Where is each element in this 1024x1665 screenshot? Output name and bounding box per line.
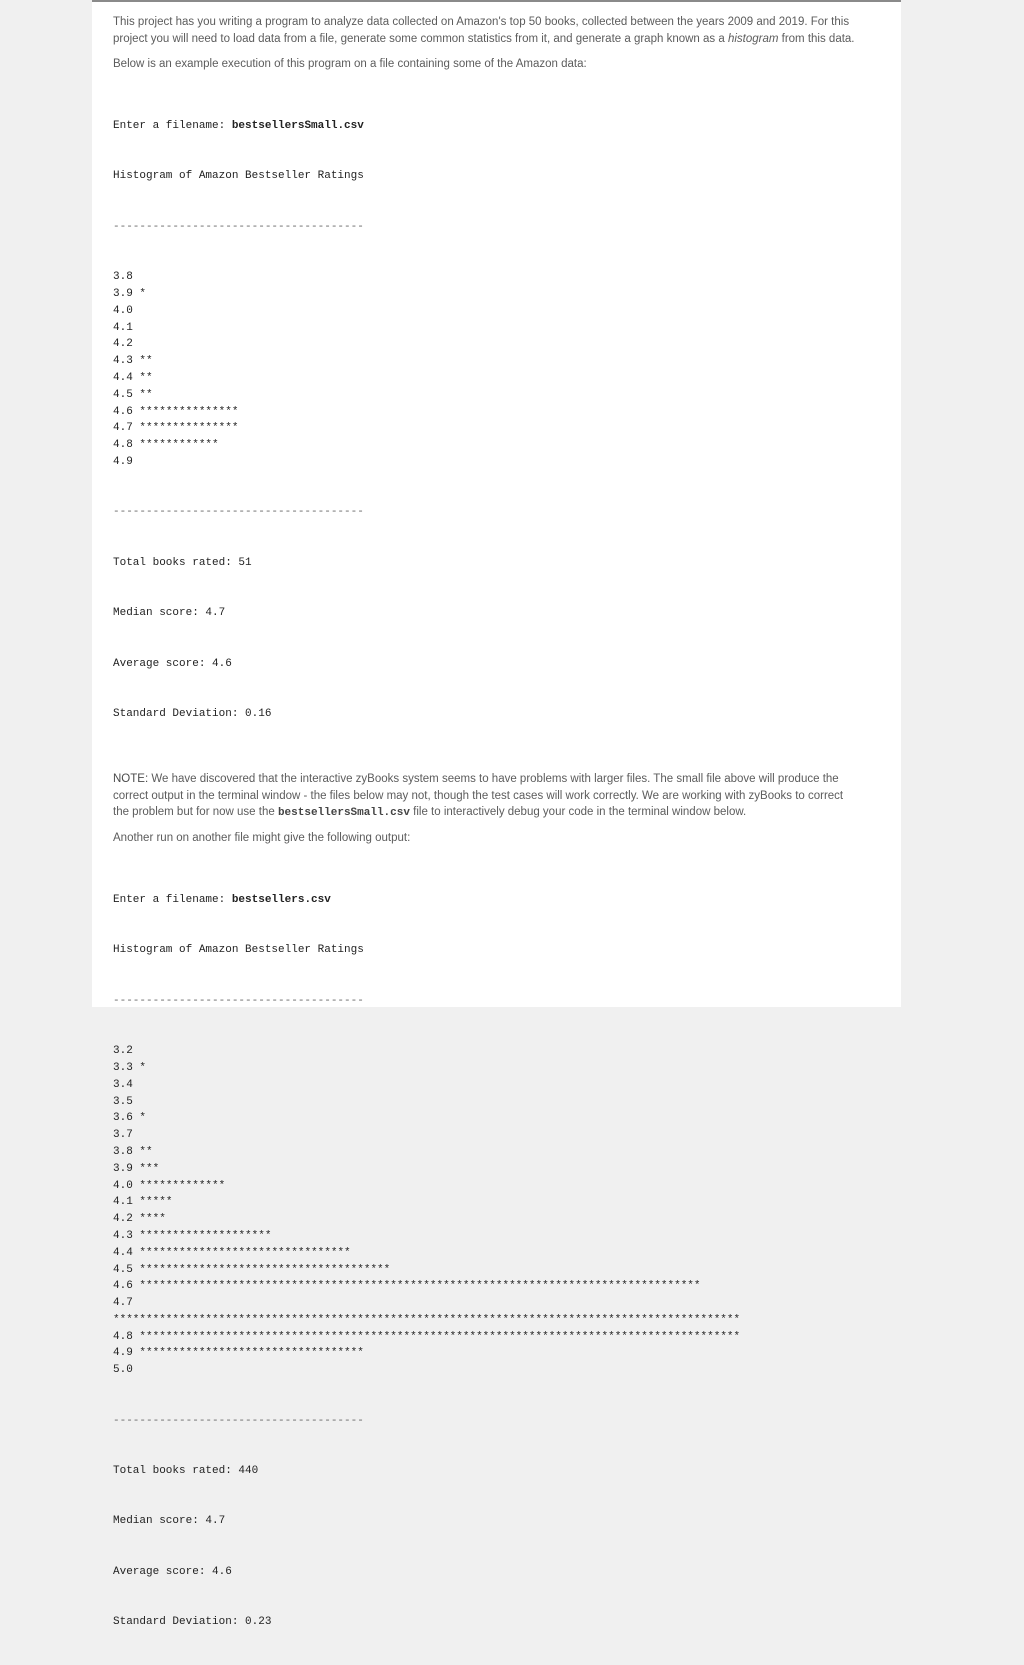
histogram-row-label: 5.0 — [113, 1364, 133, 1377]
run1-heading: Histogram of Amazon Bestseller Ratings — [113, 170, 364, 183]
run2-output — [113, 858, 858, 1664]
histogram-row-label: 4.4 — [113, 1246, 133, 1259]
histogram-row — [113, 320, 858, 337]
another-run-text: Another run on another file might give the following output: — [113, 831, 411, 844]
run2-stat-median: Median score: 4.7 — [113, 1515, 226, 1528]
histogram-row — [113, 1077, 858, 1094]
histogram-row-stars: ********************************** — [139, 1347, 364, 1360]
histogram-row-label: 4.6 — [113, 1280, 133, 1293]
document-page — [92, 0, 901, 1629]
histogram-row — [113, 1043, 858, 1060]
histogram-row-label: 4.8 — [113, 439, 133, 452]
histogram-row — [113, 1262, 858, 1279]
histogram-row-label: 3.4 — [113, 1078, 133, 1091]
histogram-row — [113, 1060, 858, 1077]
run1-stat-stddev: Standard Deviation: 0.16 — [113, 707, 272, 720]
run1-stat-total: Total books rated: 51 — [113, 556, 252, 569]
histogram-row-label: 3.8 — [113, 271, 133, 284]
histogram-row — [113, 1228, 858, 1245]
histogram-row — [113, 1110, 858, 1127]
intro-text: This project has you writing a program to analyze data collected on Amazon's top 50 books, collected between the years 2009 and 2019. For this project you will need to load data from a file, generate some common statistics from it, and generate a graph known as a — [113, 16, 850, 45]
histogram-row — [113, 269, 858, 286]
run2-separator-bottom: -------------------------------------- — [113, 1414, 364, 1427]
intro-text-end: from this data. — [778, 32, 855, 45]
histogram-row-stars: * — [139, 1061, 147, 1074]
note-code: bestsellersSmall.csv — [277, 807, 410, 820]
histogram-term: histogram — [727, 32, 779, 45]
histogram-row-stars: *********************************************************************************************** — [113, 1313, 741, 1326]
histogram-row — [113, 1127, 858, 1144]
histogram-row — [113, 1211, 858, 1228]
histogram-row-label: 4.1 — [113, 1196, 133, 1209]
histogram-row-label: 4.2 — [113, 1213, 133, 1226]
run1-filename: bestsellersSmall.csv — [231, 120, 364, 133]
example-intro: Below is an example execution of this program on a file containing some of the Amazon data: — [113, 58, 587, 70]
run1-histogram — [113, 269, 858, 471]
histogram-row-label: 4.0 — [113, 1179, 133, 1192]
histogram-row-stars: ************* — [139, 1179, 226, 1192]
histogram-row-label: 3.7 — [113, 1129, 133, 1142]
histogram-row-stars: *************** — [139, 405, 239, 418]
histogram-row-stars: ** — [139, 388, 153, 401]
run1-separator-bottom: -------------------------------------- — [113, 506, 364, 519]
histogram-row-label: 4.2 — [113, 338, 133, 351]
note-text: We have discovered that the interactive zyBooks system seems to have problems with larger files. The small file above will produce the correct output in the terminal window - the files below may not, though the test cases will work correctly. We are working with zyBooks to correct the problem but for now use the — [113, 773, 844, 819]
histogram-row — [113, 454, 858, 471]
run2-separator-top: -------------------------------------- — [113, 994, 364, 1007]
histogram-row-label: 4.3 — [113, 1229, 133, 1242]
histogram-row-stars: ******************************** — [139, 1246, 351, 1259]
histogram-row — [113, 353, 858, 370]
histogram-row — [113, 336, 858, 353]
histogram-row-label: 3.9 — [113, 1162, 133, 1175]
histogram-row-label: 4.5 — [113, 388, 133, 401]
run2-histogram — [113, 1043, 858, 1379]
histogram-row-label: 4.1 — [113, 321, 133, 334]
histogram-row-stars: ** — [139, 1145, 153, 1158]
run1-separator-top: -------------------------------------- — [113, 220, 364, 233]
histogram-row-label: 3.6 — [113, 1112, 133, 1125]
intro-paragraph — [113, 14, 858, 47]
run2-heading: Histogram of Amazon Bestseller Ratings — [113, 944, 364, 957]
histogram-row — [113, 1144, 858, 1161]
histogram-row — [113, 1178, 858, 1195]
histogram-row-label: 4.3 — [113, 355, 133, 368]
histogram-row-stars: ** — [139, 372, 153, 385]
histogram-row — [113, 1245, 858, 1262]
histogram-row-stars: *** — [139, 1162, 160, 1175]
document-content — [113, 14, 858, 1665]
run2-stat-stddev: Standard Deviation: 0.23 — [113, 1616, 272, 1629]
histogram-row — [113, 1194, 858, 1211]
histogram-row-label: 4.6 — [113, 405, 133, 418]
histogram-row — [113, 1312, 858, 1329]
run1-stat-average: Average score: 4.6 — [113, 657, 232, 670]
histogram-row-label: 3.8 — [113, 1145, 133, 1158]
run2-stat-total: Total books rated: 440 — [113, 1465, 259, 1478]
note-paragraph — [113, 771, 858, 822]
run1-output — [113, 85, 858, 757]
histogram-row-stars: * — [139, 1112, 147, 1125]
histogram-row-label: 4.8 — [113, 1330, 133, 1343]
run1-prompt-line — [113, 118, 858, 135]
histogram-row-label: 4.9 — [113, 1347, 133, 1360]
run2-filename: bestsellers.csv — [231, 893, 331, 906]
histogram-row — [113, 420, 858, 437]
run2-stat-average: Average score: 4.6 — [113, 1565, 232, 1578]
histogram-row — [113, 387, 858, 404]
histogram-row-stars: ******************************************************************************************* — [139, 1330, 741, 1343]
histogram-row — [113, 1345, 858, 1362]
histogram-row — [113, 286, 858, 303]
run2-prompt-line — [113, 892, 858, 909]
histogram-row — [113, 437, 858, 454]
histogram-row — [113, 1094, 858, 1111]
histogram-row-stars: ************ — [139, 439, 219, 452]
histogram-row-stars: **** — [139, 1213, 166, 1226]
histogram-row — [113, 1362, 858, 1379]
histogram-row-stars: ** — [139, 355, 153, 368]
run2-prompt: Enter a filename: — [113, 893, 232, 906]
histogram-row-label: 4.4 — [113, 372, 133, 385]
histogram-row — [113, 370, 858, 387]
histogram-row-stars: ******************** — [139, 1229, 272, 1242]
histogram-row-label: 4.9 — [113, 456, 133, 469]
histogram-row — [113, 1295, 858, 1312]
histogram-row-stars: ***** — [139, 1196, 173, 1209]
run1-prompt: Enter a filename: — [113, 120, 232, 133]
histogram-row-label: 4.7 — [113, 1297, 133, 1310]
histogram-row — [113, 1329, 858, 1346]
histogram-row-label: 3.2 — [113, 1045, 133, 1058]
histogram-row — [113, 404, 858, 421]
histogram-row — [113, 303, 858, 320]
histogram-row-label: 4.7 — [113, 422, 133, 435]
histogram-row-label: 3.5 — [113, 1095, 133, 1108]
histogram-row-label: 4.0 — [113, 304, 133, 317]
histogram-row-stars: * — [139, 288, 147, 301]
histogram-row-stars: *************** — [139, 422, 239, 435]
histogram-row-stars: ************************************************************************************* — [139, 1280, 701, 1293]
note-text-end: file to interactively debug your code in the terminal window below. — [409, 806, 747, 819]
histogram-row-label: 4.5 — [113, 1263, 133, 1276]
run1-stat-median: Median score: 4.7 — [113, 607, 226, 620]
histogram-row-label: 3.3 — [113, 1061, 133, 1074]
histogram-row-label: 3.9 — [113, 288, 133, 301]
note-label: NOTE: — [113, 773, 149, 786]
histogram-row — [113, 1278, 858, 1295]
histogram-row — [113, 1161, 858, 1178]
histogram-row-stars: ************************************** — [139, 1263, 391, 1276]
